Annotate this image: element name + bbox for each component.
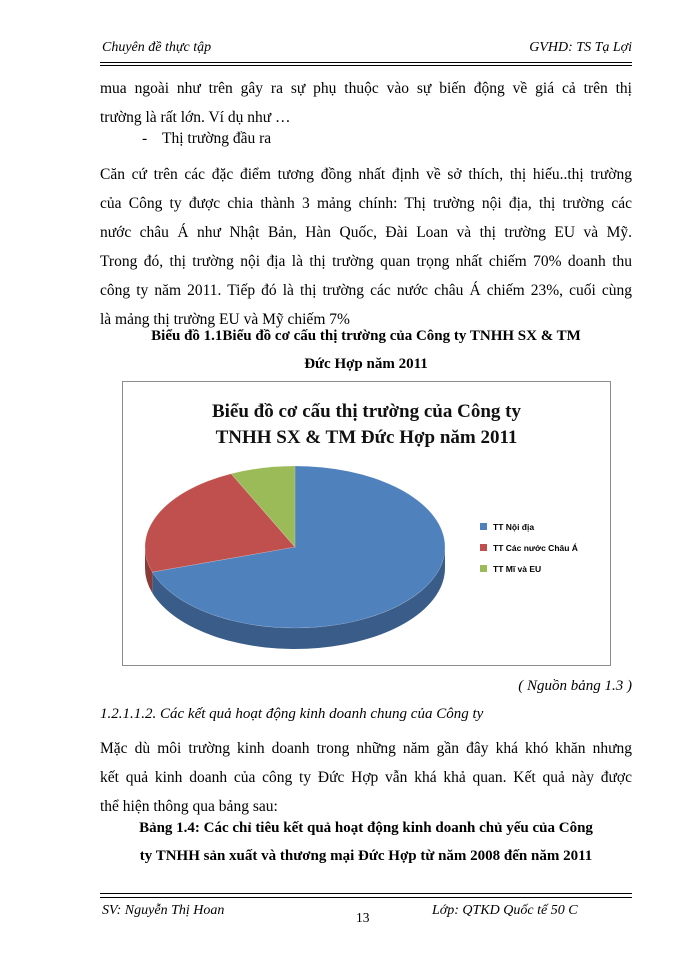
chart-title-line: Biểu đồ cơ cấu thị trường của Công ty xyxy=(211,401,521,422)
footer-class: Lớp: QTKD Quốc tế 50 C xyxy=(432,903,578,918)
paragraph-line: Căn cứ trên các đặc điểm tương đồng nhất định về sở thích, thị hiếu..thị trường xyxy=(100,166,632,183)
legend-label: TT Nội địa xyxy=(493,521,535,532)
footer-rule-inner xyxy=(100,897,632,898)
paragraph-line: công ty năm 2011. Tiếp đó là thị trường các nước châu Á chiếm 23%, cuối cùng xyxy=(100,282,632,299)
legend-swatch xyxy=(480,565,487,572)
chart-caption-line: Đức Hợp năm 2011 xyxy=(304,356,428,372)
bullet-dash: - xyxy=(142,130,148,147)
page-number: 13 xyxy=(356,910,370,925)
legend-label: TT Mĩ và EU xyxy=(493,563,542,574)
pie-chart xyxy=(122,381,611,666)
table-caption-line: Bảng 1.4: Các chỉ tiêu kết quả hoạt động kinh doanh chủ yếu của Công xyxy=(139,820,593,836)
section-heading: 1.2.1.1.2. Các kết quả hoạt động kinh doanh chung của Công ty xyxy=(100,706,484,722)
legend-swatch xyxy=(480,544,487,551)
chart-source: ( Nguồn bảng 1.3 ) xyxy=(518,678,632,694)
paragraph-line: mua ngoài như trên gây ra sự phụ thuộc vào sự biến động về giá cả trên thị xyxy=(100,80,632,97)
bullet-text: Thị trường đầu ra xyxy=(162,130,272,147)
header-advisor: GVHD: TS Tạ Lợi xyxy=(529,40,632,55)
footer-rule xyxy=(100,893,632,894)
paragraph-line: Trong đó, thị trường nội địa là thị trường quan trọng nhất chiếm 70% doanh thu xyxy=(100,253,632,270)
header-rule-inner xyxy=(100,65,632,66)
paragraph-line: trường là rất lớn. Ví dụ như … xyxy=(100,109,291,126)
legend-item xyxy=(480,516,578,537)
chart-caption xyxy=(100,322,632,378)
paragraph-line: thể hiện thông qua bảng sau: xyxy=(100,798,278,815)
paragraph-1 xyxy=(100,74,632,132)
table-caption-line: ty TNHH sản xuất và thương mại Đức Hợp từ năm 2008 đến năm 2011 xyxy=(139,848,593,864)
header-title: Chuyên đề thực tập xyxy=(102,40,212,55)
legend-label: TT Các nước Châu Á xyxy=(493,542,578,553)
paragraph-3 xyxy=(100,734,632,821)
paragraph-2 xyxy=(100,160,632,334)
table-caption xyxy=(100,814,632,870)
chart-legend xyxy=(480,516,578,579)
legend-item xyxy=(480,537,578,558)
chart-title-line: TNHH SX & TM Đức Hợp năm 2011 xyxy=(215,427,518,448)
paragraph-line: nước châu Á như Nhật Bản, Hàn Quốc, Đài Loan và thị trường EU và Mỹ. xyxy=(100,224,632,241)
chart-caption-line: Biểu đồ 1.1Biểu đồ cơ cấu thị trường của Công ty TNHH SX & TM xyxy=(151,328,581,344)
legend-swatch xyxy=(480,523,487,530)
footer-student: SV: Nguyễn Thị Hoan xyxy=(102,903,225,918)
header-rule xyxy=(100,62,632,63)
paragraph-line: của Công ty được chia thành 3 mảng chính: Thị trường nội địa, thị trường các xyxy=(100,195,632,212)
legend-item xyxy=(480,558,578,579)
paragraph-line: Mặc dù môi trường kinh doanh trong những năm gần đây khá khó khăn nhưng xyxy=(100,740,632,757)
page-header xyxy=(100,38,632,62)
paragraph-line: là mảng thị trường EU và Mỹ chiếm 7% xyxy=(100,311,350,328)
bullet-item xyxy=(142,130,271,148)
paragraph-line: kết quả kinh doanh của công ty Đức Hợp vẫn khá khả quan. Kết quả này được xyxy=(100,769,632,786)
